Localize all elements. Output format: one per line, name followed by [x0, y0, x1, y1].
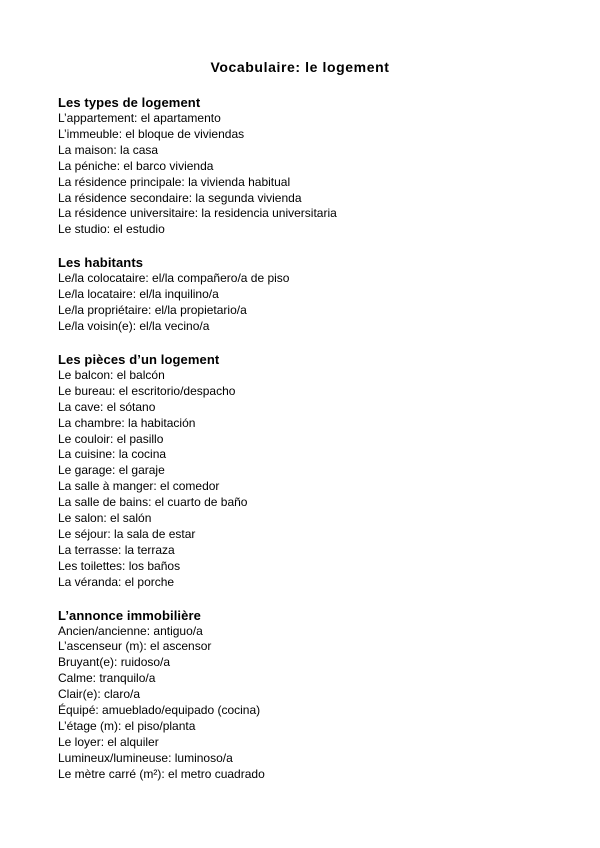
section-habitants	[58, 255, 337, 335]
vocabulary-item: La salle de bains: el cuarto de baño	[58, 495, 248, 510]
vocabulary-item: Le studio: el estudio	[58, 222, 165, 237]
vocabulary-item: Bruyant(e): ruidoso/a	[58, 655, 171, 670]
vocabulary-item: Le/la voisin(e): el/la vecino/a	[58, 318, 210, 333]
vocabulary-list	[58, 111, 337, 238]
section-heading: Les types de logement	[58, 95, 201, 110]
vocabulary-list	[58, 271, 337, 335]
vocabulary-item: La cuisine: la cocina	[58, 447, 167, 462]
vocabulary-item: Équipé: amueblado/equipado (cocina)	[58, 703, 261, 718]
vocabulary-item: Le couloir: el pasillo	[58, 431, 164, 446]
vocabulary-item: L’étage (m): el piso/planta	[58, 719, 196, 733]
vocabulary-item: La chambre: la habitación	[58, 415, 196, 430]
vocabulary-item: La résidence universitaire: la residencia universitaria	[58, 206, 337, 221]
vocabulary-item: La résidence principale: la vivienda habitual	[58, 174, 291, 189]
section-heading: L’annonce immobilière	[58, 607, 201, 623]
vocabulary-item: La terrasse: la terraza	[58, 542, 175, 557]
section-heading: Les pièces d’un logement	[58, 351, 220, 367]
section-pieces-logement	[58, 352, 337, 591]
page-title: Vocabulaire: le logement	[210, 59, 390, 75]
vocabulary-item: Lumineux/lumineuse: luminoso/a	[58, 750, 233, 765]
vocabulary-item: Ancien/ancienne: antiguo/a	[58, 623, 203, 638]
vocabulary-item: L’immeuble: el bloque de viviendas	[58, 126, 245, 141]
vocabulary-item: Clair(e): claro/a	[58, 687, 141, 702]
vocabulary-item: Le/la propriétaire: el/la propietario/a	[58, 303, 247, 318]
vocabulary-content	[58, 95, 337, 800]
vocabulary-item: Le bureau: el escritorio/despacho	[58, 383, 236, 398]
vocabulary-item: Le balcon: el balcón	[58, 367, 165, 382]
vocabulary-item: La salle à manger: el comedor	[58, 479, 220, 494]
vocabulary-list	[58, 624, 337, 783]
vocabulary-item: Les toilettes: los baños	[58, 558, 181, 573]
vocabulary-item: Le loyer: el alquiler	[58, 734, 159, 749]
vocabulary-item: La cave: el sótano	[58, 399, 156, 414]
vocabulary-item: Le garage: el garaje	[58, 463, 165, 478]
vocabulary-item: La péniche: el barco vivienda	[58, 158, 214, 173]
vocabulary-item: Le séjour: la sala de estar	[58, 526, 196, 541]
section-heading: Les habitants	[58, 255, 144, 271]
vocabulary-item: Le/la locataire: el/la inquilino/a	[58, 287, 219, 302]
vocabulary-item: La résidence secondaire: la segunda vivienda	[58, 190, 302, 205]
section-annonce-immobiliere	[58, 608, 337, 783]
vocabulary-list	[58, 368, 337, 591]
vocabulary-item: La véranda: el porche	[58, 574, 175, 589]
vocabulary-item: Le/la colocataire: el/la compañero/a de piso	[58, 271, 290, 286]
section-types-de-logement	[58, 95, 337, 238]
vocabulary-item: La maison: la casa	[58, 142, 159, 157]
vocabulary-item: Le mètre carré (m²): el metro cuadrado	[58, 766, 265, 781]
vocabulary-item: Le salon: el salón	[58, 511, 152, 526]
vocabulary-item: L’appartement: el apartamento	[58, 111, 221, 125]
vocabulary-item: Calme: tranquilo/a	[58, 671, 156, 686]
vocabulary-item: L’ascenseur (m): el ascensor	[58, 639, 212, 654]
